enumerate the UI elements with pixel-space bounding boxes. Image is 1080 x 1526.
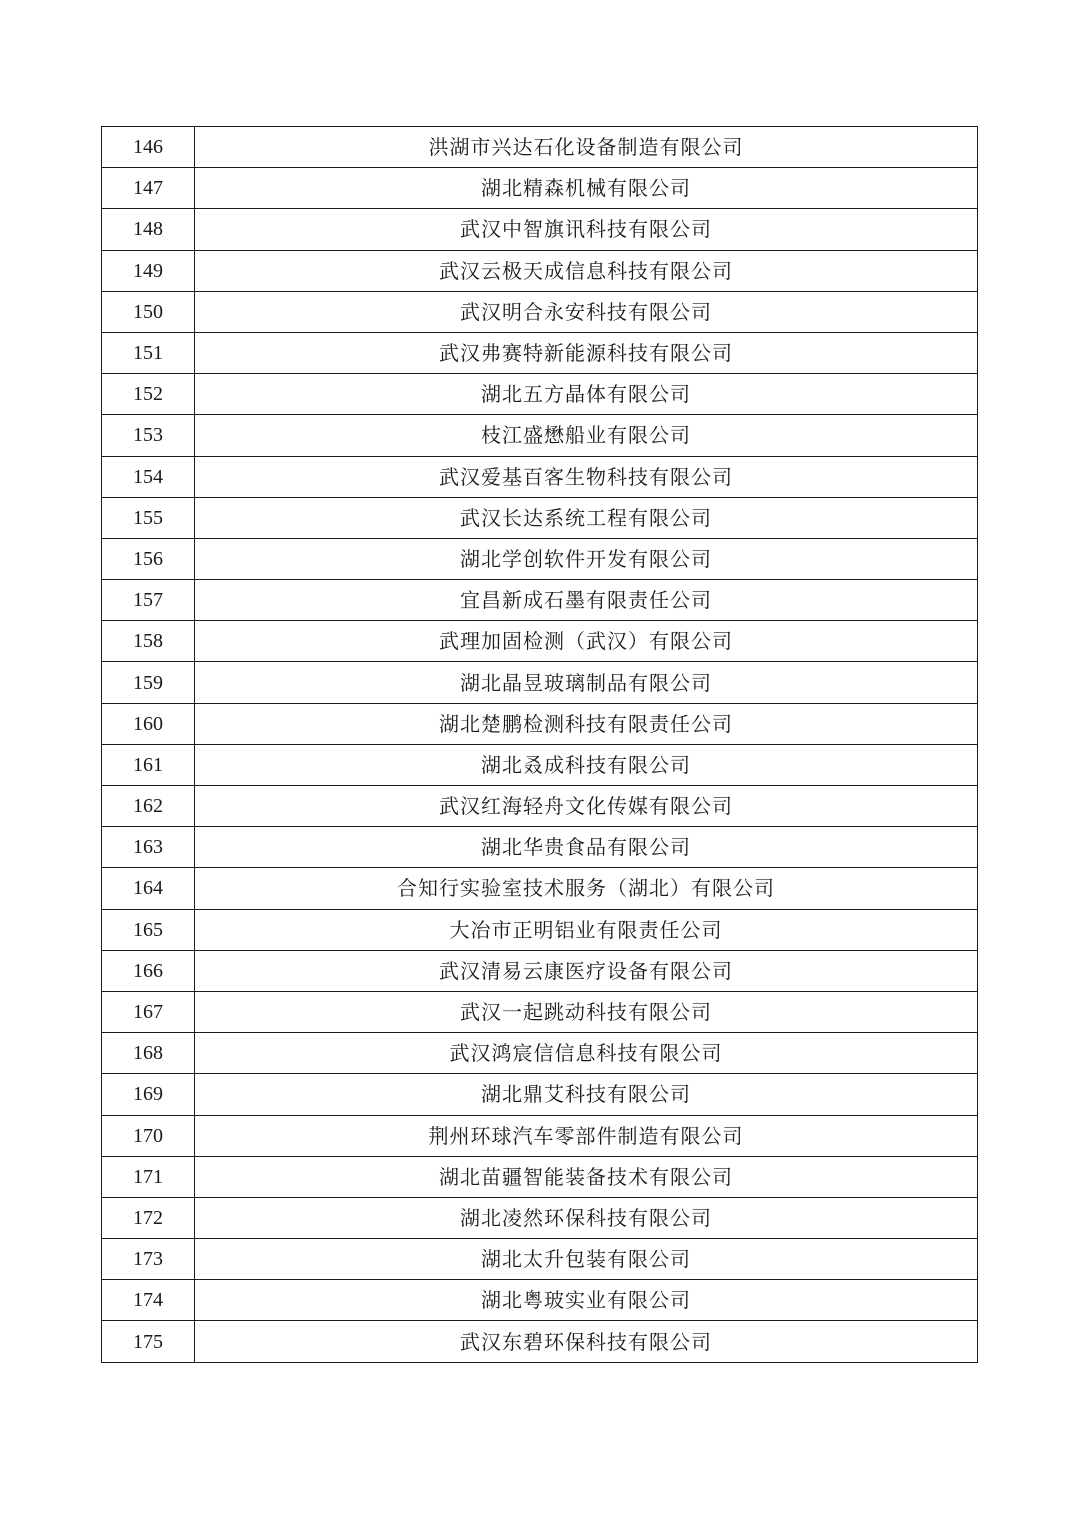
company-name-cell: 湖北粤玻实业有限公司 xyxy=(195,1280,978,1321)
company-name-cell: 湖北鼎艾科技有限公司 xyxy=(195,1074,978,1115)
table-row xyxy=(102,127,978,168)
company-name-cell: 武汉弗赛特新能源科技有限公司 xyxy=(195,332,978,373)
table-row xyxy=(102,950,978,991)
row-number-cell: 165 xyxy=(102,909,195,950)
company-name-cell: 湖北凌然环保科技有限公司 xyxy=(195,1197,978,1238)
company-list-body xyxy=(102,127,978,1363)
row-number-cell: 147 xyxy=(102,168,195,209)
table-row xyxy=(102,1280,978,1321)
table-row xyxy=(102,250,978,291)
table-row xyxy=(102,209,978,250)
table-row xyxy=(102,744,978,785)
table-row xyxy=(102,456,978,497)
company-name-cell: 湖北楚鹏检测科技有限责任公司 xyxy=(195,703,978,744)
table-row xyxy=(102,1239,978,1280)
company-name-cell: 湖北学创软件开发有限公司 xyxy=(195,538,978,579)
company-name-cell: 武汉云极天成信息科技有限公司 xyxy=(195,250,978,291)
company-name-cell: 武汉清易云康医疗设备有限公司 xyxy=(195,950,978,991)
company-name-cell: 湖北精森机械有限公司 xyxy=(195,168,978,209)
table-row xyxy=(102,1033,978,1074)
company-name-cell: 枝江盛懋船业有限公司 xyxy=(195,415,978,456)
company-name-cell: 武汉红海轻舟文化传媒有限公司 xyxy=(195,786,978,827)
table-row xyxy=(102,703,978,744)
row-number-cell: 158 xyxy=(102,621,195,662)
company-name-cell: 合知行实验室技术服务（湖北）有限公司 xyxy=(195,868,978,909)
company-name-cell: 武汉长达系统工程有限公司 xyxy=(195,497,978,538)
table-row xyxy=(102,497,978,538)
company-name-cell: 武汉鸿宸信信息科技有限公司 xyxy=(195,1033,978,1074)
row-number-cell: 175 xyxy=(102,1321,195,1362)
company-name-cell: 洪湖市兴达石化设备制造有限公司 xyxy=(195,127,978,168)
company-list-table xyxy=(101,126,978,1363)
company-name-cell: 湖北苗疆智能装备技术有限公司 xyxy=(195,1156,978,1197)
row-number-cell: 167 xyxy=(102,991,195,1032)
table-row xyxy=(102,580,978,621)
table-row xyxy=(102,415,978,456)
row-number-cell: 157 xyxy=(102,580,195,621)
table-row xyxy=(102,909,978,950)
row-number-cell: 168 xyxy=(102,1033,195,1074)
table-row xyxy=(102,374,978,415)
row-number-cell: 173 xyxy=(102,1239,195,1280)
table-row xyxy=(102,168,978,209)
company-name-cell: 荆州环球汽车零部件制造有限公司 xyxy=(195,1115,978,1156)
company-name-cell: 武理加固检测（武汉）有限公司 xyxy=(195,621,978,662)
row-number-cell: 160 xyxy=(102,703,195,744)
table-row xyxy=(102,786,978,827)
company-name-cell: 湖北太升包装有限公司 xyxy=(195,1239,978,1280)
row-number-cell: 164 xyxy=(102,868,195,909)
company-name-cell: 武汉一起跳动科技有限公司 xyxy=(195,991,978,1032)
company-name-cell: 湖北叒成科技有限公司 xyxy=(195,744,978,785)
company-name-cell: 武汉明合永安科技有限公司 xyxy=(195,291,978,332)
row-number-cell: 170 xyxy=(102,1115,195,1156)
row-number-cell: 148 xyxy=(102,209,195,250)
table-row xyxy=(102,291,978,332)
company-name-cell: 武汉爱基百客生物科技有限公司 xyxy=(195,456,978,497)
table-row xyxy=(102,868,978,909)
row-number-cell: 159 xyxy=(102,662,195,703)
row-number-cell: 171 xyxy=(102,1156,195,1197)
table-row xyxy=(102,662,978,703)
row-number-cell: 172 xyxy=(102,1197,195,1238)
company-name-cell: 宜昌新成石墨有限责任公司 xyxy=(195,580,978,621)
row-number-cell: 156 xyxy=(102,538,195,579)
row-number-cell: 162 xyxy=(102,786,195,827)
company-name-cell: 大冶市正明铝业有限责任公司 xyxy=(195,909,978,950)
row-number-cell: 151 xyxy=(102,332,195,373)
table-row xyxy=(102,1321,978,1362)
table-row xyxy=(102,1115,978,1156)
table-row xyxy=(102,332,978,373)
company-name-cell: 湖北五方晶体有限公司 xyxy=(195,374,978,415)
row-number-cell: 166 xyxy=(102,950,195,991)
table-row xyxy=(102,1156,978,1197)
row-number-cell: 146 xyxy=(102,127,195,168)
table-row xyxy=(102,621,978,662)
table-row xyxy=(102,1074,978,1115)
row-number-cell: 161 xyxy=(102,744,195,785)
row-number-cell: 155 xyxy=(102,497,195,538)
row-number-cell: 152 xyxy=(102,374,195,415)
table-row xyxy=(102,1197,978,1238)
row-number-cell: 169 xyxy=(102,1074,195,1115)
row-number-cell: 174 xyxy=(102,1280,195,1321)
table-row xyxy=(102,538,978,579)
table-row xyxy=(102,991,978,1032)
row-number-cell: 153 xyxy=(102,415,195,456)
company-name-cell: 武汉东碧环保科技有限公司 xyxy=(195,1321,978,1362)
company-name-cell: 湖北晶昱玻璃制品有限公司 xyxy=(195,662,978,703)
row-number-cell: 154 xyxy=(102,456,195,497)
row-number-cell: 150 xyxy=(102,291,195,332)
company-name-cell: 武汉中智旗讯科技有限公司 xyxy=(195,209,978,250)
row-number-cell: 149 xyxy=(102,250,195,291)
row-number-cell: 163 xyxy=(102,827,195,868)
company-name-cell: 湖北华贵食品有限公司 xyxy=(195,827,978,868)
table-row xyxy=(102,827,978,868)
